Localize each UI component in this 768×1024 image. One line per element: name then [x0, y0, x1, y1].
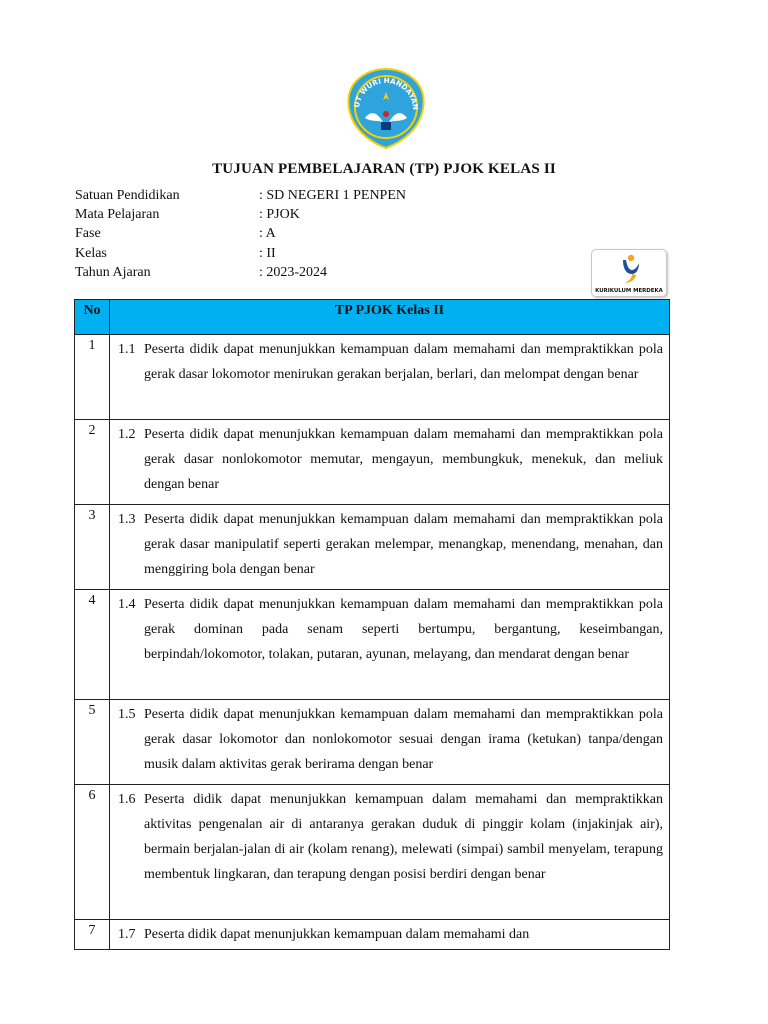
row-number: 2: [75, 420, 110, 505]
tp-description: Peserta didik dapat menunjukkan kemampuan dalam memahami dan: [144, 927, 530, 942]
info-label: Fase: [75, 226, 101, 242]
tp-table: [74, 299, 670, 950]
tp-code: 1.2: [118, 427, 136, 442]
column-header-no: No: [75, 300, 110, 335]
info-value: : II: [259, 245, 276, 261]
tp-code: 1.7: [118, 927, 136, 942]
svg-text:TUT WURI HANDAYANI: UT WURI HANDAYAN: [352, 75, 421, 111]
tp-description: Peserta didik dapat menunjukkan kemampuan dalam memahami dan mempraktikkan pola gerak dasar nonlokomotor memutar, mengayun, membungkuk, menekuk, dan meliuk dengan benar: [144, 427, 663, 492]
tp-code: 1.3: [118, 512, 136, 527]
row-number: 1: [75, 335, 110, 420]
info-label: Tahun Ajaran: [75, 264, 151, 280]
row-number: 7: [75, 920, 110, 950]
tp-cell: [110, 590, 670, 700]
info-row: [75, 224, 475, 243]
document-title: TUJUAN PEMBELAJARAN (TP) PJOK KELAS II: [212, 161, 556, 177]
row-number: 6: [75, 785, 110, 920]
table-row: [75, 505, 670, 590]
row-number: 5: [75, 700, 110, 785]
tp-code: 1.1: [118, 342, 136, 357]
info-value: : 2023-2024: [259, 264, 328, 280]
info-row: [75, 263, 475, 282]
tp-cell: [110, 420, 670, 505]
tp-description: Peserta didik dapat menunjukkan kemampuan dalam memahami dan mempraktikkan pola gerak dasar manipulatif seperti gerakan melempar, menangkap, menendang, menahan, dan menggiring bola dengan benar: [144, 512, 663, 577]
tut-wuri-handayani-logo: [343, 66, 429, 152]
table-header-row: [75, 300, 670, 335]
table-row: [75, 590, 670, 700]
tp-code: 1.4: [118, 597, 136, 612]
tp-cell: [110, 335, 670, 420]
tp-code: 1.5: [118, 707, 136, 722]
info-value: : PJOK: [259, 207, 300, 223]
info-label: Mata Pelajaran: [75, 207, 160, 223]
tp-description: Peserta didik dapat menunjukkan kemampuan dalam memahami dan mempraktikkan pola gerak dominan pada senam seperti bertumpu, bergantung, keseimbangan, berpindah/lokomotor, tolakan, putaran, ayunan, melayang, dan mendarat dengan benar: [144, 597, 663, 662]
row-number: 4: [75, 590, 110, 700]
table-row: [75, 420, 670, 505]
tp-cell: [110, 505, 670, 590]
info-value: : A: [259, 226, 276, 242]
tp-code: 1.6: [118, 792, 136, 807]
row-number: 3: [75, 505, 110, 590]
info-label: Kelas: [75, 245, 107, 261]
info-row: [75, 244, 475, 263]
column-header-tp: TP PJOK Kelas II: [110, 300, 670, 335]
table-row: [75, 700, 670, 785]
table-row: [75, 785, 670, 920]
tp-description: Peserta didik dapat menunjukkan kemampuan dalam memahami dan mempraktikkan pola gerak dasar lokomotor menirukan gerakan berjalan, berlari, dan melompat dengan benar: [144, 342, 663, 382]
tp-description: Peserta didik dapat menunjukkan kemampuan dalam memahami dan mempraktikkan aktivitas pengenalan air di antaranya gerakan duduk di pinggir kolam (injakinjak air), bermain berjalan-jalan di air (kolam renang), melewati (simpai) sambil menyelam, terapung membentuk lingkaran, dan terapung dengan posisi berdiri dengan benar: [144, 792, 663, 882]
kurikulum-merdeka-text: KURIKULUM MERDEKA: [595, 288, 663, 294]
info-row: [75, 186, 475, 205]
info-section: [75, 186, 475, 282]
info-label: Satuan Pendidikan: [75, 188, 180, 203]
tp-cell: [110, 785, 670, 920]
tp-description: Peserta didik dapat menunjukkan kemampuan dalam memahami dan mempraktikkan pola gerak dasar lokomotor dan nonlokomotor sesuai dengan irama (ketukan) tanpa/dengan musik dalam aktivitas gerak berirama dengan benar: [144, 707, 663, 772]
info-row: [75, 205, 475, 224]
table-row: [75, 920, 670, 950]
kurikulum-merdeka-logo: [591, 249, 667, 297]
info-value: : SD NEGERI 1 PENPEN: [259, 188, 407, 203]
logo-emblem: [343, 66, 424, 148]
tp-cell: [110, 920, 670, 950]
tp-cell: [110, 700, 670, 785]
table-row: [75, 335, 670, 420]
